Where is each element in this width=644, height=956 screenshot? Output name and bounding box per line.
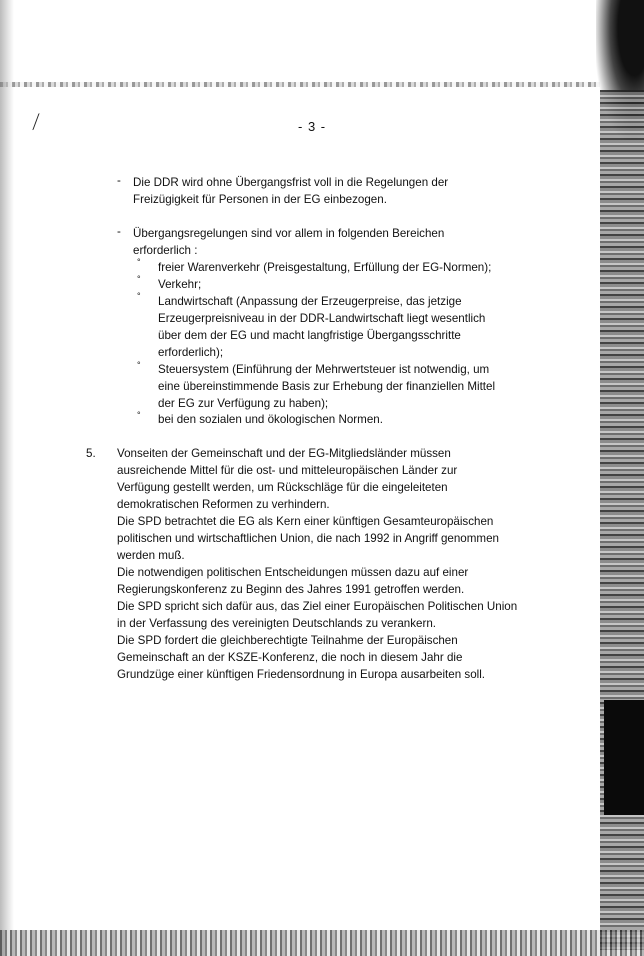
sub-item-landwirtschaft	[158, 293, 485, 361]
text-line: erforderlich);	[158, 346, 224, 359]
text-line: Die SPD fordert die gleichberechtigte Teilnahme der Europäischen	[117, 634, 458, 647]
dash-item-uebergangsregelungen	[133, 225, 444, 259]
text-line: freier Warenverkehr (Preisgestaltung, Erfüllung der EG-Normen);	[158, 261, 492, 274]
degree-bullet: °	[137, 360, 141, 370]
dash-marker: -	[117, 225, 121, 238]
section-number: 5.	[86, 447, 96, 460]
text-line: demokratischen Reformen zu verhindern.	[117, 498, 330, 511]
text-line: Die SPD spricht sich dafür aus, das Ziel einer Europäischen Politischen Union	[117, 600, 518, 613]
section-5-body	[117, 445, 517, 683]
scan-left-edge	[0, 0, 14, 956]
scan-top-edge	[0, 82, 600, 87]
scan-top-band	[0, 0, 644, 88]
text-line: Die DDR wird ohne Übergangsfrist voll in die Regelungen der	[133, 176, 449, 189]
text-line: Verfügung gestellt werden, um Rückschläge für die eingeleiteten	[117, 481, 448, 494]
text-line: Erzeugerpreisniveau in der DDR-Landwirtschaft liegt wesentlich	[158, 312, 486, 325]
dash-marker: -	[117, 174, 121, 187]
scan-right-block	[604, 700, 644, 815]
text-line: eine übereinstimmende Basis zur Erhebung der finanziellen Mittel	[158, 380, 496, 393]
text-line: Verkehr;	[158, 278, 202, 291]
degree-bullet: °	[137, 291, 141, 301]
scan-bottom-edge	[0, 930, 644, 956]
text-line: Die SPD betrachtet die EG als Kern einer künftigen Gesamteuropäischen	[117, 515, 494, 528]
text-line: Grundzüge einer künftigen Friedensordnung in Europa ausarbeiten soll.	[117, 668, 486, 681]
degree-bullet: °	[137, 410, 141, 420]
degree-bullet: °	[137, 257, 141, 267]
text-line: Freizügigkeit für Personen in der EG einbezogen.	[133, 193, 387, 206]
pen-mark-icon: ⟋	[26, 110, 46, 135]
text-line: der EG zur Verfügung zu haben);	[158, 397, 329, 410]
text-line: Gemeinschaft an der KSZE-Konferenz, die noch in diesem Jahr die	[117, 651, 463, 664]
page-number: - 3 -	[298, 119, 327, 134]
text-line: Übergangsregelungen sind vor allem in folgenden Bereichen	[133, 227, 445, 240]
text-line: ausreichende Mittel für die ost- und mitteleuropäischen Länder zur	[117, 464, 458, 477]
text-line: Regierungskonferenz zu Beginn des Jahres 1991 getroffen werden.	[117, 583, 465, 596]
text-line: in der Verfassung des vereinigten Deutschlands zu verankern.	[117, 617, 437, 630]
text-line: Steuersystem (Einführung der Mehrwertsteuer ist notwendig, um	[158, 363, 490, 376]
text-line: politischen und wirtschaftlichen Union, die nach 1992 in Angriff genommen	[117, 532, 499, 545]
text-line: werden muß.	[117, 549, 185, 562]
scan-right-edge	[600, 90, 644, 950]
sub-item-verkehr	[158, 276, 201, 293]
text-line: Landwirtschaft (Anpassung der Erzeugerpreise, das jetzige	[158, 295, 462, 308]
degree-bullet: °	[137, 274, 141, 284]
dash-item-freizuegigkeit	[133, 174, 448, 208]
text-line: Vonseiten der Gemeinschaft und der EG-Mitgliedsländer müssen	[117, 447, 451, 460]
text-line: Die notwendigen politischen Entscheidungen müssen dazu auf einer	[117, 566, 469, 579]
text-line: erforderlich :	[133, 244, 198, 257]
sub-item-warenverkehr	[158, 259, 491, 276]
text-line: bei den sozialen und ökologischen Normen.	[158, 413, 383, 426]
sub-item-steuersystem	[158, 361, 495, 412]
text-line: über dem der EG und macht langfristige Übergangsschritte	[158, 329, 461, 342]
sub-item-normen	[158, 411, 383, 428]
